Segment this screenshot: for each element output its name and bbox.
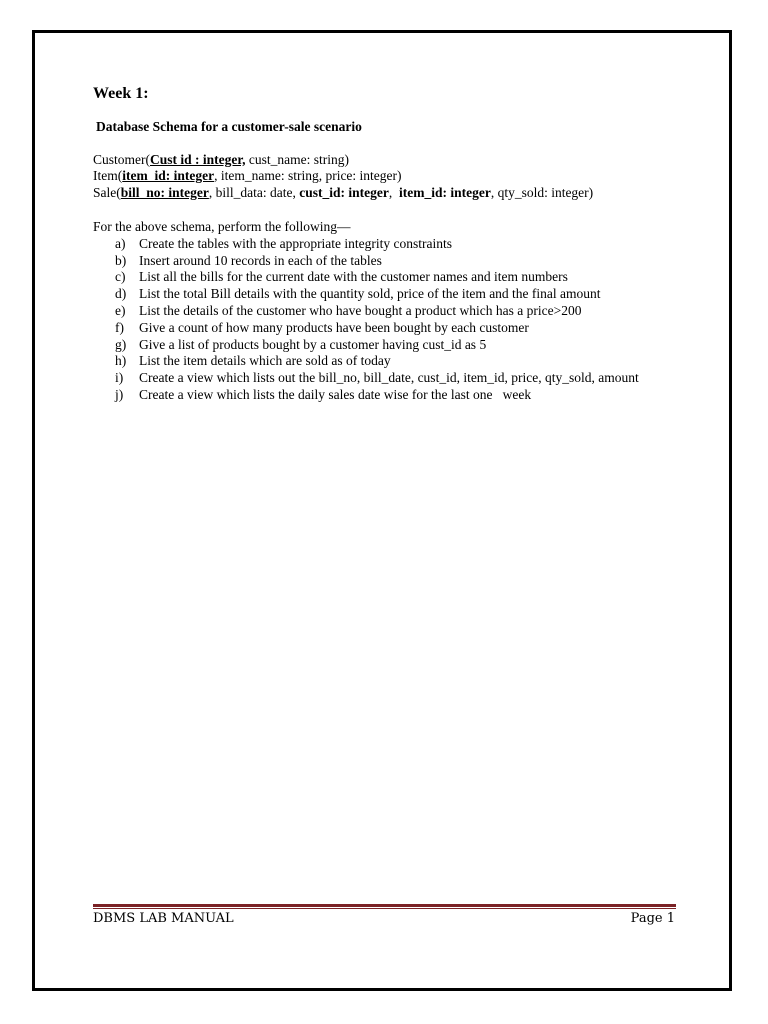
list-item-text: List the item details which are sold as of today bbox=[139, 353, 391, 369]
list-item bbox=[93, 320, 683, 337]
list-item-text: Create a view which lists the daily sales date wise for the last one week bbox=[139, 386, 532, 402]
schema-item-prefix: Item( bbox=[93, 168, 123, 184]
schema-sale-fk1: cust_id: integer bbox=[299, 185, 389, 201]
list-item-text: Create the tables with the appropriate integrity constraints bbox=[139, 235, 453, 251]
list-item-text: List the details of the customer who have bought a product which has a price>200 bbox=[139, 302, 582, 318]
list-item-text: Give a count of how many products have been bought by each customer bbox=[139, 319, 529, 335]
schema-sale-fk2: item_id: integer bbox=[398, 185, 491, 201]
list-item bbox=[93, 269, 683, 286]
page-content bbox=[93, 86, 683, 404]
week-heading: Week 1: bbox=[93, 85, 149, 102]
page-number: Page 1 bbox=[630, 911, 675, 926]
schema-block bbox=[93, 152, 683, 202]
schema-subheading: Database Schema for a customer-sale scenario bbox=[96, 118, 362, 134]
list-marker: g) bbox=[115, 336, 127, 352]
task-list bbox=[93, 236, 683, 404]
list-marker: b) bbox=[115, 252, 127, 268]
schema-customer-rest: cust_name: string) bbox=[245, 151, 349, 167]
schema-sale-rest: , qty_sold: integer) bbox=[490, 185, 594, 201]
schema-sale-key: bill_no: integer bbox=[120, 185, 209, 201]
list-marker: a) bbox=[115, 235, 126, 251]
list-item-text: Give a list of products bought by a customer having cust_id as 5 bbox=[139, 336, 487, 352]
schema-sale-mid1: , bill_data: date, bbox=[208, 185, 300, 201]
list-item bbox=[93, 253, 683, 270]
list-marker: f) bbox=[115, 319, 124, 335]
footer-title: DBMS LAB MANUAL bbox=[93, 911, 234, 926]
list-item bbox=[93, 286, 683, 303]
list-item bbox=[93, 353, 683, 370]
list-marker: i) bbox=[115, 370, 124, 386]
list-item-text: Insert around 10 records in each of the tables bbox=[139, 252, 382, 268]
schema-item-key: item_id: integer bbox=[122, 168, 215, 184]
tasks-intro: For the above schema, perform the following— bbox=[93, 218, 351, 234]
schema-sale-prefix: Sale( bbox=[93, 185, 121, 201]
footer-rule-thick bbox=[93, 904, 676, 907]
list-item bbox=[93, 370, 683, 387]
list-item-text: List the total Bill details with the quantity sold, price of the item and the final amount bbox=[139, 286, 601, 302]
list-marker: e) bbox=[115, 302, 126, 318]
schema-customer-prefix: Customer( bbox=[93, 151, 150, 167]
footer-rule-thin bbox=[93, 908, 676, 909]
list-marker: j) bbox=[115, 386, 124, 402]
schema-sale-mid2: , bbox=[388, 185, 399, 201]
list-item-text: Create a view which lists out the bill_no, bill_date, cust_id, item_id, price, qty_sold, amount bbox=[139, 370, 639, 386]
list-item bbox=[93, 303, 683, 320]
schema-sale bbox=[93, 185, 683, 202]
list-marker: c) bbox=[115, 269, 126, 285]
schema-customer-key: Cust id : integer, bbox=[150, 151, 246, 167]
list-marker: h) bbox=[115, 353, 127, 369]
list-item-text: List all the bills for the current date with the customer names and item numbers bbox=[139, 269, 568, 285]
list-item bbox=[93, 387, 683, 404]
schema-item bbox=[93, 168, 683, 185]
schema-customer bbox=[93, 152, 683, 169]
list-item bbox=[93, 337, 683, 354]
list-item bbox=[93, 236, 683, 253]
schema-item-rest: , item_name: string, price: integer) bbox=[214, 168, 402, 184]
list-marker: d) bbox=[115, 286, 127, 302]
